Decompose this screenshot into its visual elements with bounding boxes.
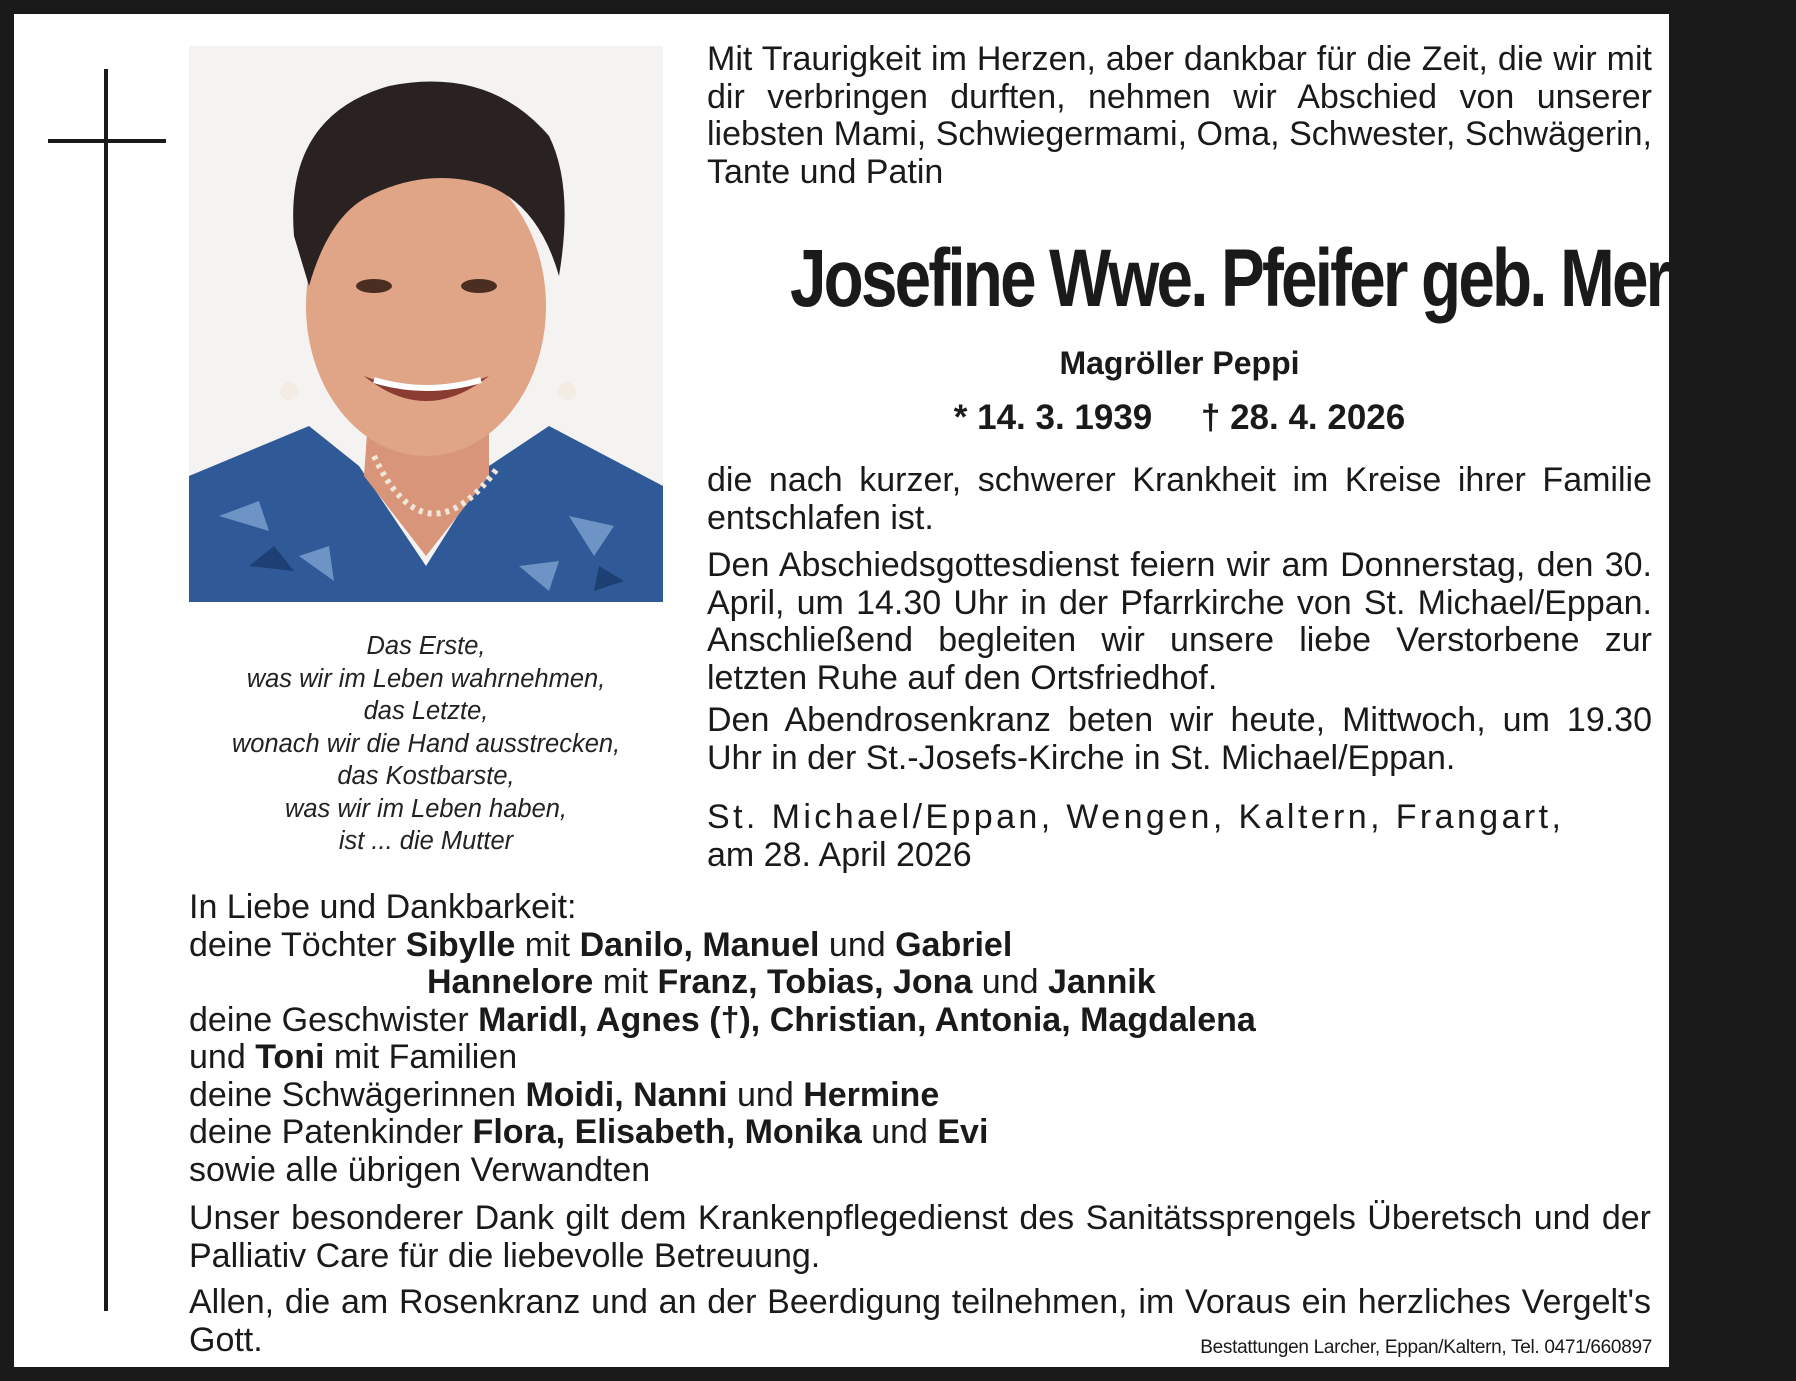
life-dates: * 14. 3. 1939 † 28. 4. 2026 [953,398,1406,437]
family-line-relatives: sowie alle übrigen Verwandten [189,1150,651,1189]
family-line-godchildren: deine Patenkinder Flora, Elisabeth, Monika und Evi [189,1113,989,1151]
undertaker-credit: Bestattungen Larcher, Eppan/Kaltern, Tel. 0471/660897 [1200,1337,1652,1358]
poem-line: ist ... die Mutter [338,827,514,855]
cross-horizontal-bar [48,139,166,143]
rosary-text: Den Abendrosenkranz beten wir heute, Mittwoch, um 19.30 Uhr in der St.-Josefs-Kirche in St. Michael/Eppan. [707,701,1652,777]
poem-line: was wir im Leben wahrnehmen, [246,664,606,693]
family-line-daughters: deine Töchter Sibylle mit Danilo, Manuel und Gabriel [189,925,1013,964]
portrait-photo [189,46,663,602]
family-line-daughter-2: Hannelore mit Franz, Tobias, Jona und Jannik [427,963,1156,1001]
poem [189,630,663,858]
poem-line: das Letzte, [363,697,489,725]
thanks-attendees: Allen, die am Rosenkranz und an der Beerdigung teilnehmen, im Voraus ein herzliches Vergelt's Gott. [189,1283,1651,1359]
cross-vertical-bar [104,69,108,1311]
place-date [707,799,1652,874]
passing-text: die nach kurzer, schwerer Krankheit im Kreise ihrer Familie entschlafen ist. [707,461,1652,537]
family-line-siblings-2: und Toni mit Familien [189,1038,518,1076]
poem-line: das Kostbarste, [337,762,515,790]
family-line-sisters-in-law: deine Schwägerinnen Moidi, Nanni und Hermine [189,1075,940,1114]
obituary-sheet [14,14,1796,1367]
intro-text: Mit Traurigkeit im Herzen, aber dankbar für die Zeit, die wir mit dir verbringen durften, nehmen wir Abschied von unserer liebsten Mami, Schwiegermami, Oma, Schwester, Schwägerin, Tante und Patin [707,40,1652,191]
nickname: Magröller Peppi [1059,345,1300,381]
family-line-siblings: deine Geschwister Maridl, Agnes (†), Christian, Antonia, Magdalena [189,1000,1256,1039]
deceased-name: Josefine Wwe. Pfeifer geb. Meraner [790,233,1796,324]
date-line: am 28. April 2026 [707,835,972,874]
funeral-service-text: Den Abschiedsgottesdienst feiern wir am Donnerstag, den 30. April, um 14.30 Uhr in der Pfarrkirche von St. Michael/Eppan. Anschließend begleiten wir unsere liebe Verstorbene zur letzten Ruhe auf den Ortsfriedhof. [707,546,1652,697]
poem-line: wonach wir die Hand ausstrecken, [231,729,621,758]
place-line: St. Michael/Eppan, Wengen, Kaltern, Frangart, [707,798,1565,836]
poem-line: Das Erste, [366,632,486,660]
family-heading: In Liebe und Dankbarkeit: [189,888,577,926]
poem-line: was wir im Leben haben, [284,794,568,823]
thanks-care: Unser besonderer Dank gilt dem Krankenpflegedienst des Sanitätssprengels Überetsch und der Palliativ Care für die liebevolle Betreuung. [189,1199,1651,1275]
family-list [189,889,1649,1189]
